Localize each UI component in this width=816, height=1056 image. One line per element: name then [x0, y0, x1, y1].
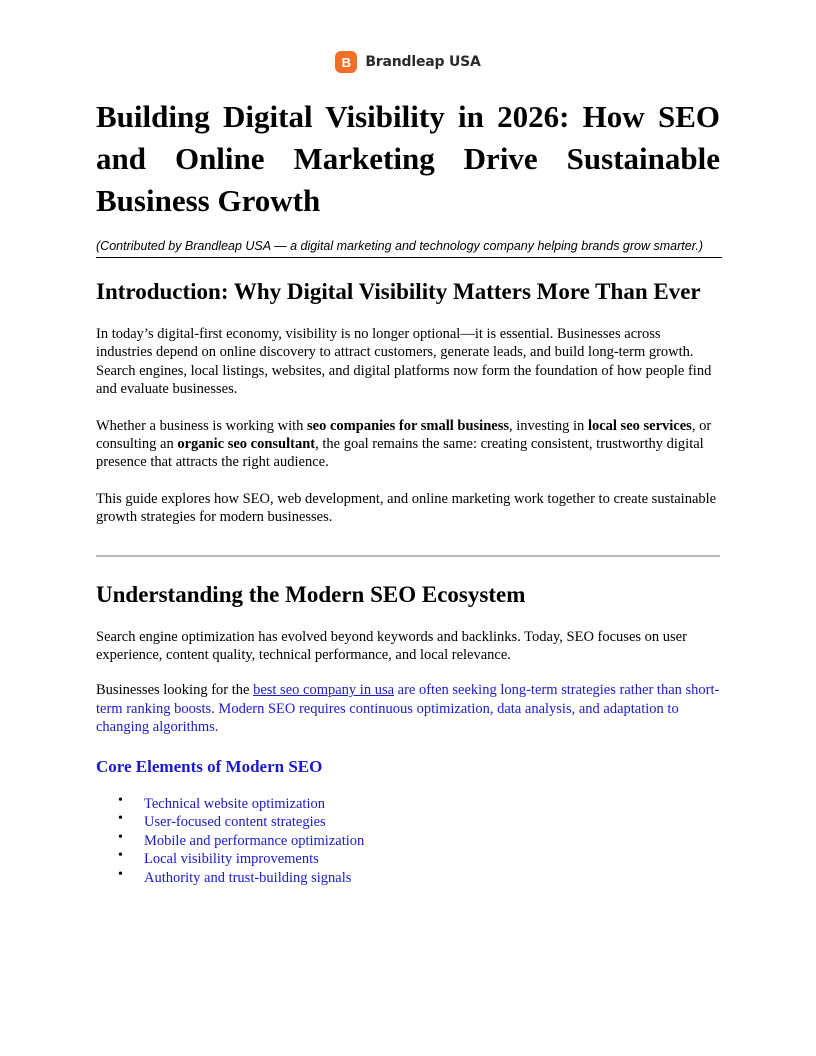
brand-logo-text: Brandleap USA [365, 54, 481, 70]
bullet-icon: • [118, 829, 123, 845]
core-elements-heading: Core Elements of Modern SEO [96, 756, 323, 776]
keyword-local-seo: local seo services [587, 417, 692, 434]
ecosystem-heading: Understanding the Modern SEO Ecosystem [96, 581, 526, 607]
intro-heading: Introduction: Why Digital Visibility Matters More Than Ever [96, 279, 701, 304]
bullet-icon: • [118, 848, 123, 864]
intro-paragraph-2: Whether a business is working with seo companies for small business, investing in local seo services, or consulting an organic seo consultant, the goal remains the same: creating consistent, trustworthy digital presence that attracts the right audience. [96, 417, 712, 471]
document-body [96, 96, 720, 887]
keyword-seo-companies: seo companies for small business [307, 417, 509, 434]
ecosystem-paragraph-1: Search engine optimization has evolved beyond keywords and backlinks. Today, SEO focuses on user experience, content quality, technical performance, and local relevance. [96, 628, 687, 664]
brand-logo-icon: B [335, 51, 357, 73]
list-item: • User-focused content strategies [118, 811, 326, 831]
bullet-icon: • [118, 811, 123, 827]
core-elements-list [96, 792, 720, 888]
list-item: • Local visibility improvements [118, 848, 319, 868]
list-item: • Authority and trust-building signals [118, 866, 352, 886]
list-item: • Technical website optimization [118, 792, 325, 812]
bullet-icon: • [118, 866, 123, 882]
intro-paragraph-3: This guide explores how SEO, web development, and online marketing work together to create sustainable growth strategies for modern businesses. [96, 490, 717, 526]
brand-logo [0, 51, 816, 73]
list-item: • Mobile and performance optimization [118, 829, 365, 849]
section-divider [96, 555, 720, 557]
title-divider [96, 257, 722, 258]
ecosystem-paragraph-2: Businesses looking for the best seo company in usa are often seeking long-term strategies rather than short-term ranking boosts. Modern SEO requires continuous optimization, data analysis, and adaptation to changing algorithms. [96, 682, 720, 736]
intro-paragraph-1: In today’s digital-first economy, visibility is no longer optional—it is essential. Businesses across industries depend on online discovery to attract customers, generate leads, and build long-term growth. Search engines, local listings, websites, and digital platforms now form the foundation of how people find and evaluate businesses. [96, 326, 712, 398]
keyword-organic-seo: organic seo consultant [177, 436, 316, 453]
contributor-note: (Contributed by Brandleap USA — a digital marketing and technology company helping brands grow smarter.) [96, 239, 704, 253]
document-title: Building Digital Visibility in 2026: How SEO and Online Marketing Drive Sustainable Business Growth [96, 99, 720, 218]
bullet-icon: • [118, 792, 123, 808]
best-seo-company-link[interactable]: best seo company in usa [253, 682, 395, 699]
